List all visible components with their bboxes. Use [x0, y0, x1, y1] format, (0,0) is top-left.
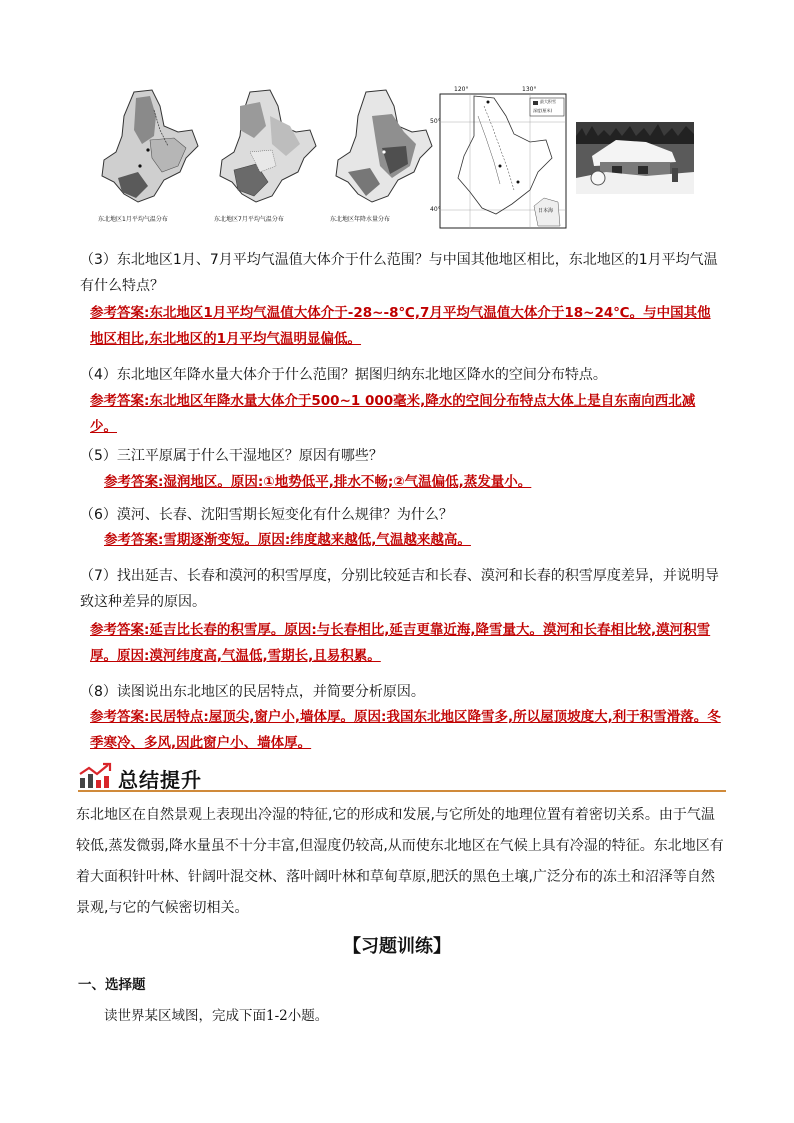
growth-chart-icon	[78, 762, 112, 790]
question-3: （3）东北地区1月、7月平均气温值大体介于什么范围？与中国其他地区相比，东北地区的1月平均气温有什么特点？	[80, 252, 718, 294]
exercise-title: 【习题训练】	[343, 936, 451, 957]
summary-text: 东北地区在自然景观上表现出冷湿的特征,它的形成和发展,与它所处的地理位置有着密切关系。由于气温较低,蒸发微弱,降水量虽不十分丰富,但湿度仍较高,从而使东北地区在气候上具有冷湿的特征。东北地区有着大面积针叶林、针阔叶混交林、落叶阔叶林和草甸草原,肥沃的黑色土壤,广泛分布的冻土和沼泽等自然景观,与它的气候密切相关。	[76, 807, 724, 916]
answer-6: 参考答案:雪期逐渐变短。原因:纬度越来越低,气温越来越高。	[104, 532, 471, 548]
northeast-map-icon	[326, 86, 438, 216]
lon-label: 130°	[522, 86, 537, 93]
answer-4: 参考答案:东北地区年降水量大体介于500~1 000毫米,降水的空间分布特点大体上是自东南向西北减少。	[90, 393, 696, 435]
legend-label: 深度(厘米)	[533, 108, 553, 113]
map-precipitation	[326, 86, 438, 232]
snow-house-photo	[576, 122, 694, 194]
answer-5: 参考答案:湿润地区。原因:①地势低平,排水不畅;②气温偏低,蒸发量小。	[104, 474, 532, 490]
map-caption: 东北地区1月平均气温分布	[98, 216, 168, 223]
question-6: （6）漠河、长春、沈阳雪期长短变化有什么规律？为什么？	[80, 507, 453, 523]
map-jul-temperature	[210, 86, 322, 232]
summary-title: 总结提升	[118, 768, 202, 792]
lon-label: 120°	[454, 86, 469, 93]
question-5: （5）三江平原属于什么干湿地区？原因有哪些？	[80, 448, 383, 464]
snow-house-photo-icon	[576, 122, 694, 194]
lat-label: 50°	[430, 118, 441, 125]
question-8: （8）读图说出东北地区的民居特点，并简要分析原因。	[80, 684, 425, 700]
section-heading: 一、选择题	[78, 977, 146, 993]
legend-label: 最大积雪	[540, 99, 556, 104]
question-4: （4）东北地区年降水量大体介于什么范围？据图归纳东北地区降水的空间分布特点。	[80, 367, 607, 383]
answer-8: 参考答案:民居特点:屋顶尖,窗户小,墙体厚。原因:我国东北地区降雪多,所以屋顶坡度大,利于积雪滑落。冬季寒冷、多风,因此窗户小、墙体厚。	[90, 709, 721, 751]
answer-7: 参考答案:延吉比长春的积雪厚。原因:与长春相比,延吉更靠近海,降雪量大。漠河和长春相比较,漠河积雪厚。原因:漠河纬度高,气温低,雪期长,且易积累。	[90, 622, 711, 664]
question-7: （7）找出延吉、长春和漠河的积雪厚度，分别比较延吉和长春、漠河和长春的积雪厚度差异，并说明导致这种差异的原因。	[80, 568, 719, 610]
answer-3: 参考答案:东北地区1月平均气温值大体介于-28~-8℃,7月平均气温值大体介于18~24℃。与中国其他地区相比,东北地区的1月平均气温明显偏低。	[90, 305, 711, 347]
map-caption: 东北地区年降水量分布	[330, 216, 391, 223]
map-caption: 东北地区7月平均气温分布	[214, 216, 284, 223]
sea-label: 日本海	[538, 208, 554, 214]
northeast-map-icon	[94, 86, 204, 216]
exercise-intro: 读世界某区域图，完成下面1-2小题。	[104, 1008, 329, 1024]
lat-label: 40°	[430, 206, 441, 213]
summary-header	[78, 762, 726, 792]
map-snow-depth	[430, 86, 572, 232]
summary-divider	[78, 790, 726, 792]
figure-row	[94, 86, 694, 232]
northeast-map-icon	[210, 86, 322, 216]
map-jan-temperature	[94, 86, 204, 232]
